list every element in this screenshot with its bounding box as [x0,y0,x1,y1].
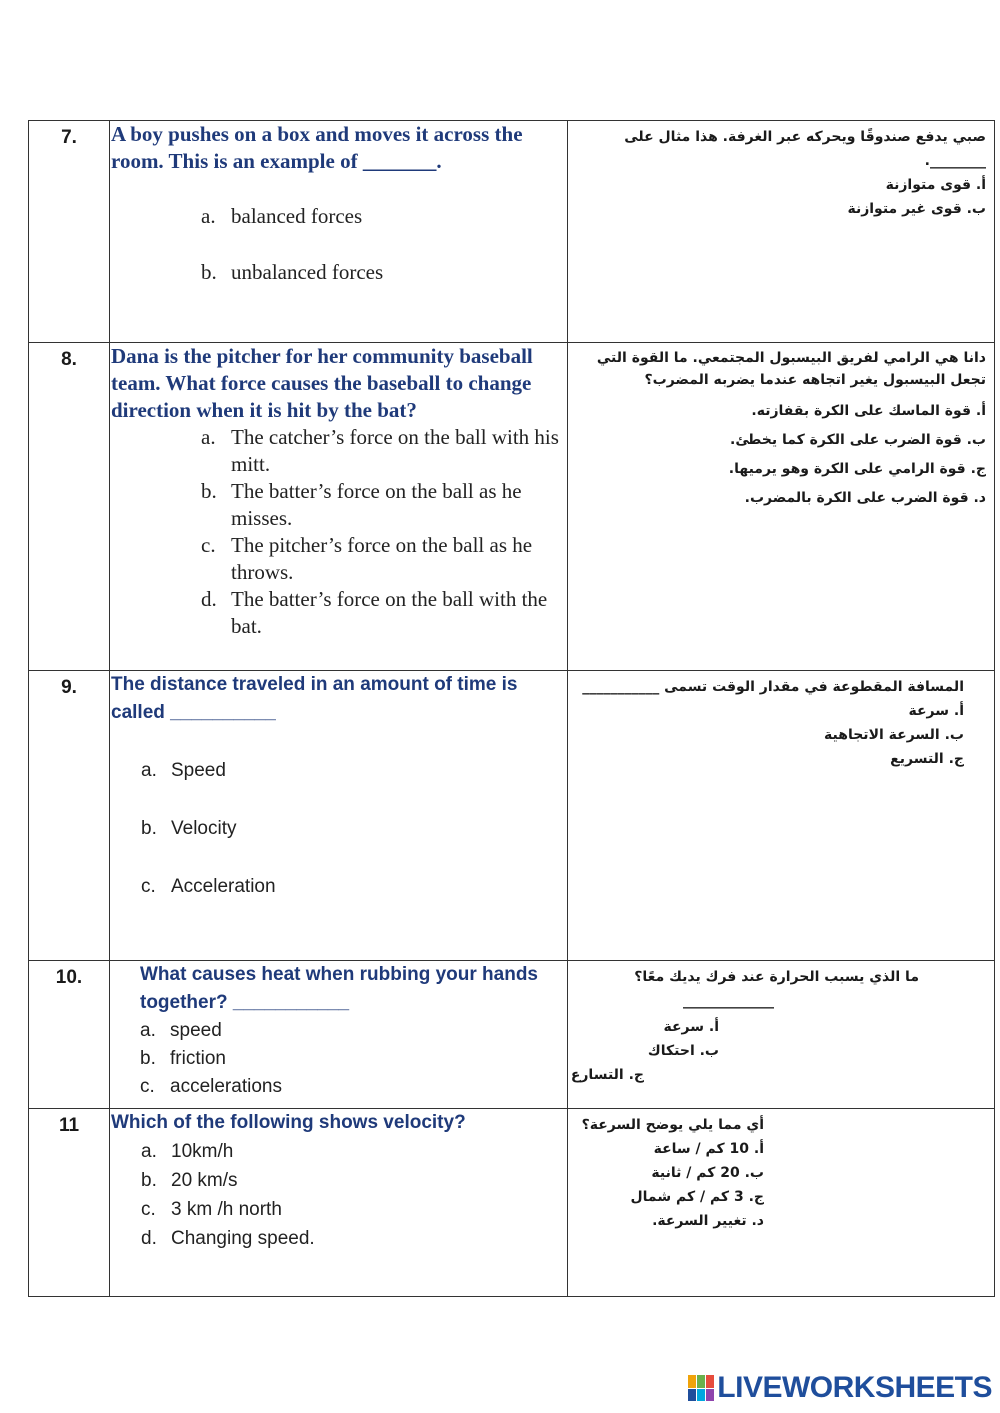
logo-square-4 [688,1389,696,1402]
option-letter: d. [201,587,217,611]
question-arabic [568,1109,995,1297]
option-c[interactable] [201,532,563,586]
logo-square-1 [688,1375,696,1388]
option-b[interactable] [201,259,563,286]
option-letter: c. [201,533,216,557]
arabic-line: دانا هي الرامي لفريق البيسبول المجتمعي. ما القوة التي تجعل البيسبول يغير اتجاهه عندما يضربه المضرب؟ [596,350,986,388]
option-text: Velocity [171,818,237,839]
option-letter: a. [140,1020,156,1041]
option-a[interactable] [201,424,563,478]
logo-square-2 [697,1375,705,1388]
question-row-7 [29,121,995,343]
question-row-8 [29,343,995,671]
arabic-line: ما الذي يسبب الحرارة عند فرك يديك معًا؟ [634,969,919,985]
arabic-line: ج. التسارع [570,1067,644,1083]
worksheet-table [28,120,995,1297]
option-c[interactable] [140,1073,563,1101]
option-text: The catcher’s force on the ball with his mitt. [231,425,559,476]
question-text: Dana is the pitcher for her community baseball team. What force causes the baseball to change direction when it is hit by the bat? [111,344,533,422]
arabic-line: أ. سرعة [663,1019,719,1035]
option-text: Acceleration [171,876,276,897]
logo-text: LIVEWORKSHEETS [717,1371,992,1404]
arabic-line: أ. قوى متوازنة [885,177,986,193]
arabic-line: ب. قوة الضرب على الكرة كما يخطئ. [730,432,986,448]
arabic-line: ب. قوى غير متوازنة [847,201,986,217]
arabic-line: _____________ [683,993,774,1009]
option-letter: a. [201,204,216,228]
option-text: friction [170,1048,226,1069]
question-english [110,961,568,1109]
option-text: accelerations [170,1076,282,1097]
logo-square-5 [697,1389,705,1402]
option-text: speed [170,1020,222,1041]
option-a[interactable] [141,757,563,785]
arabic-line: ب. 20 كم / ثانية [651,1165,764,1181]
option-letter: b. [141,818,157,839]
question-english [110,671,568,961]
option-letter: b. [201,260,217,284]
arabic-line: المسافة المقطوعة في مقدار الوقت تسمى ___________ [582,679,964,695]
option-letter: d. [141,1228,157,1249]
arabic-line: ب. احتكاك [647,1043,719,1059]
arabic-line: أ. سرعة [908,703,964,719]
option-letter: a. [201,425,216,449]
option-letter: b. [141,1170,157,1191]
question-number: 7. [29,121,110,343]
option-a[interactable] [141,1137,563,1166]
option-letter: a. [141,760,157,781]
question-arabic [568,961,995,1109]
question-number: 8. [29,343,110,671]
question-text: The distance traveled in an amount of time is called __________ [111,674,518,723]
option-text: The batter’s force on the ball with the bat. [231,587,548,638]
question-text: What causes heat when rubbing your hands together? ___________ [140,964,538,1013]
logo-square-6 [706,1389,714,1402]
question-row-10 [29,961,995,1109]
option-c[interactable] [141,873,563,901]
arabic-line: ج. التسريع [890,751,964,767]
option-text: Speed [171,760,226,781]
option-letter: b. [201,479,217,503]
arabic-line: د. تغيير السرعة. [652,1213,764,1229]
question-english [110,343,568,671]
question-number: 9. [29,671,110,961]
option-letter: a. [141,1141,157,1162]
option-letter: b. [140,1048,156,1069]
option-letter: c. [141,1199,156,1220]
option-c[interactable] [141,1195,563,1224]
question-row-11 [29,1109,995,1297]
option-b[interactable] [201,478,563,532]
question-number: 10. [29,961,110,1109]
arabic-line: د. قوة الضرب على الكرة بالمضرب. [744,490,986,506]
option-text: 10km/h [171,1141,234,1162]
option-text: The batter’s force on the ball as he misses. [231,479,522,530]
question-arabic [568,343,995,671]
option-text: 3 km /h north [171,1199,282,1220]
option-letter: c. [140,1076,155,1097]
arabic-line: ج. 3 كم / كم شمال [630,1189,764,1205]
option-text: unbalanced forces [231,260,384,284]
option-text: Changing speed. [171,1228,315,1249]
logo-grid-icon [688,1375,714,1401]
option-a[interactable] [201,203,563,230]
arabic-line: أي مما يلي يوضح السرعة؟ [581,1117,764,1133]
question-number: 11 [29,1109,110,1297]
option-text: balanced forces [231,204,363,228]
logo-square-3 [706,1375,714,1388]
option-b[interactable] [140,1045,563,1073]
question-text: A boy pushes on a box and moves it across the room. This is an example of _______. [111,122,523,173]
question-text: Which of the following shows velocity? [111,1112,466,1133]
liveworksheets-logo[interactable] [688,1371,992,1405]
arabic-line: ج. قوة الرامي على الكرة وهو يرميها. [728,461,986,477]
arabic-line: أ. 10 كم / ساعة [653,1141,764,1157]
question-arabic [568,671,995,961]
option-a[interactable] [140,1017,563,1045]
question-arabic [568,121,995,343]
option-letter: c. [141,876,156,897]
option-text: The pitcher’s force on the ball as he throws. [231,533,533,584]
option-d[interactable] [141,1224,563,1253]
option-b[interactable] [141,815,563,843]
option-b[interactable] [141,1166,563,1195]
option-d[interactable] [201,586,563,640]
option-text: 20 km/s [171,1170,238,1191]
question-row-9 [29,671,995,961]
question-english [110,121,568,343]
arabic-line: صبي يدفع صندوقًا ويحركه عبر الغرفة. هذا مثال على [624,129,986,145]
arabic-line: ب. السرعة الاتجاهية [824,727,964,743]
arabic-line: ________. [924,153,986,169]
question-english [110,1109,568,1297]
arabic-line: أ. قوة الماسك على الكرة بقفازته. [751,403,986,419]
